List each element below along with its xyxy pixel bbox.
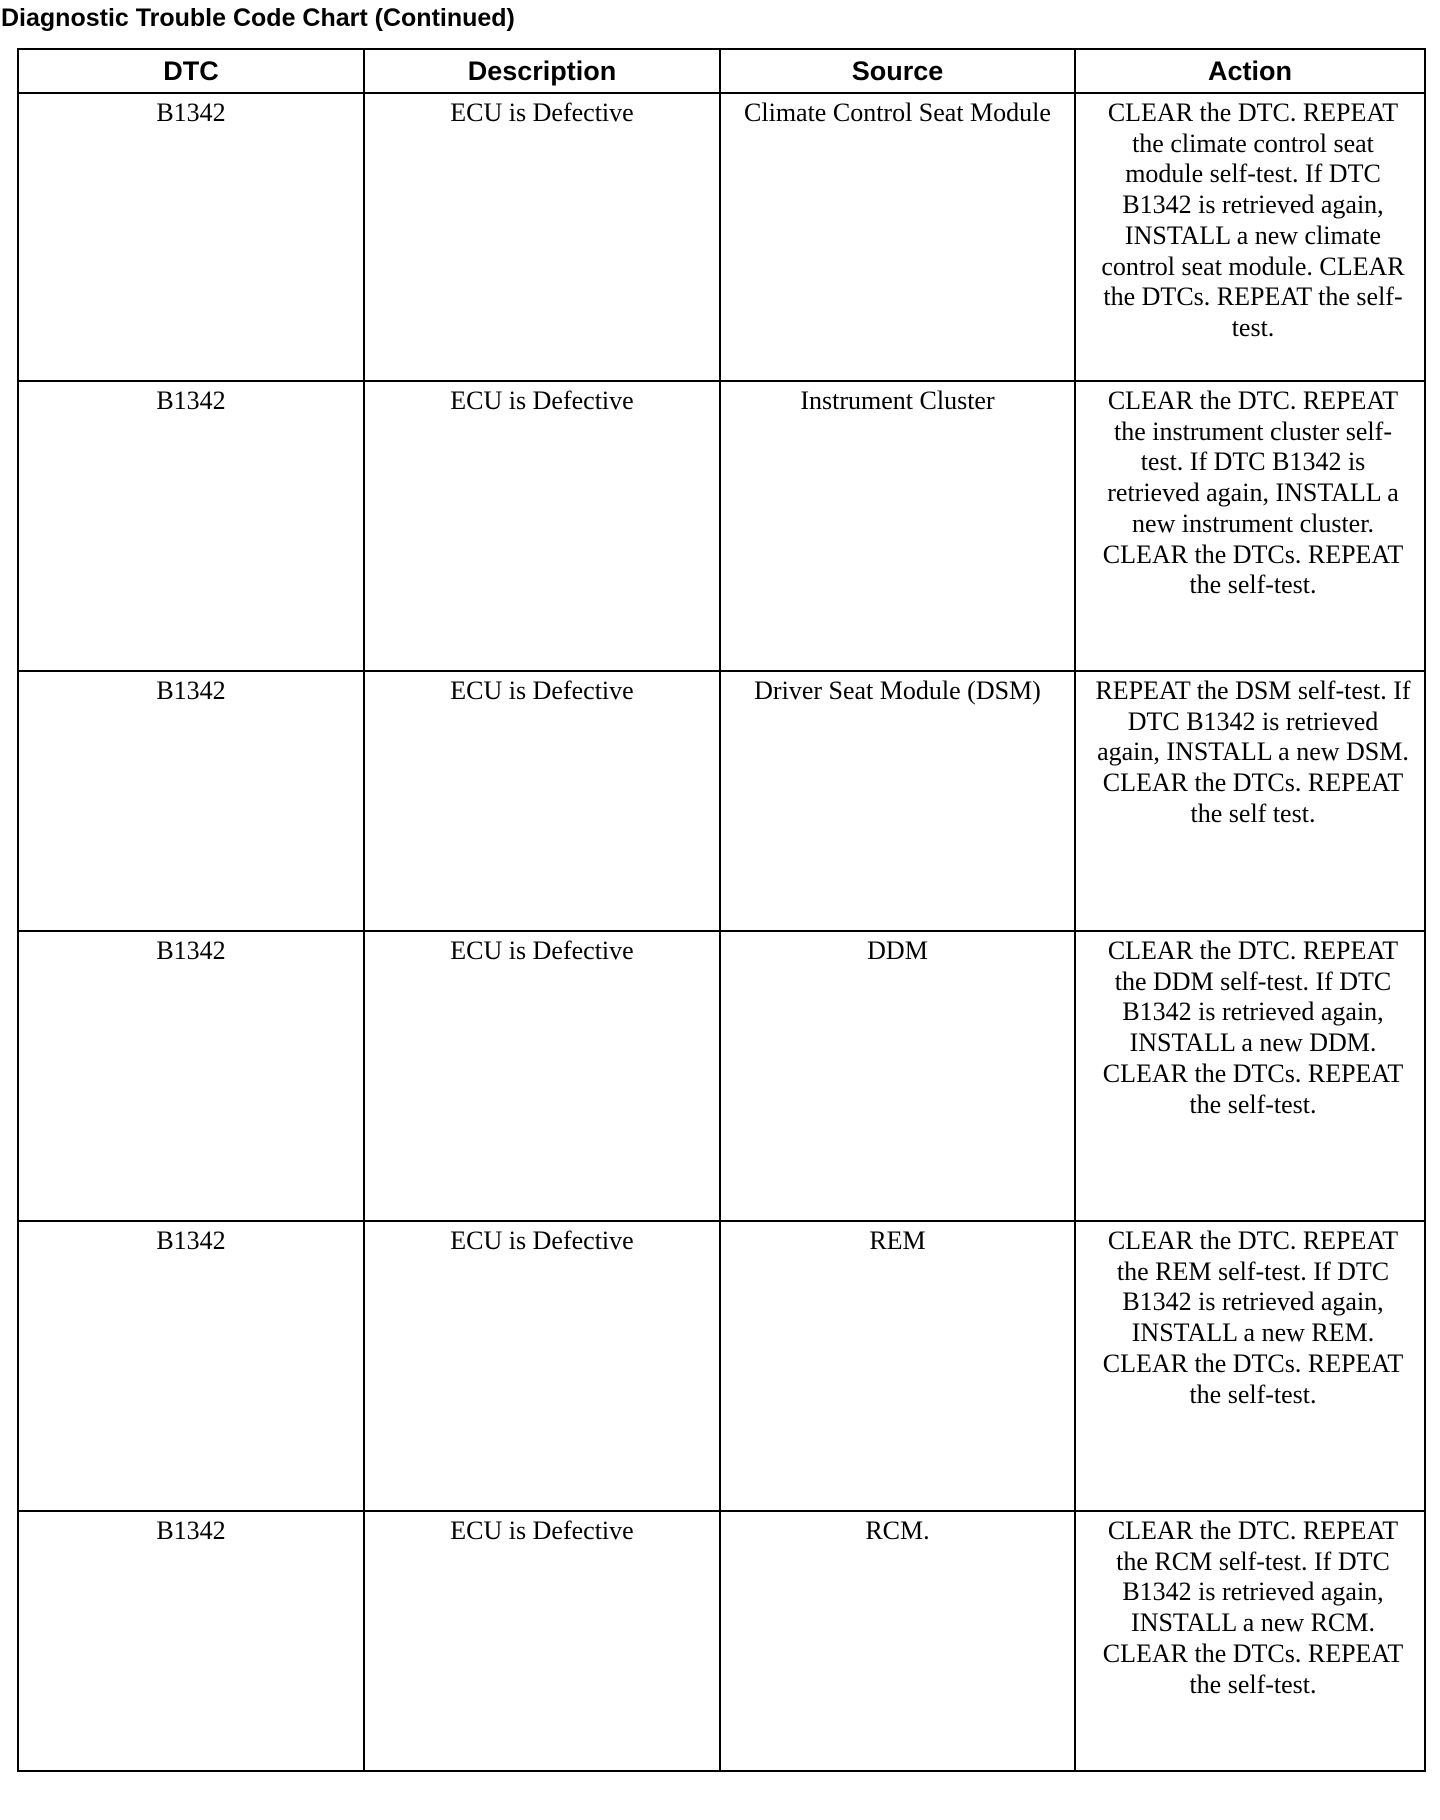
cell-description — [364, 1221, 720, 1511]
cell-source — [720, 931, 1075, 1221]
cell-dtc — [18, 93, 364, 381]
dtc-action: CLEAR the DTC. REPEAT the instrument cluster self-test. If DTC B1342 is retrieved again, INSTALL a new instrument cluster. CLEAR the DTCs. REPEAT the self-test. — [1102, 386, 1404, 600]
dtc-action: CLEAR the DTC. REPEAT the RCM self-test. If DTC B1342 is retrieved again, INSTALL a new RCM. CLEAR the DTCs. REPEAT the self-test. — [1102, 1516, 1404, 1699]
cell-source — [720, 1221, 1075, 1511]
cell-dtc — [18, 1221, 364, 1511]
dtc-source: Driver Seat Module (DSM) — [754, 676, 1041, 705]
table-header — [18, 49, 1425, 93]
dtc-description: ECU is Defective — [450, 676, 634, 705]
dtc-action: CLEAR the DTC. REPEAT the REM self-test. If DTC B1342 is retrieved again, INSTALL a new REM. CLEAR the DTCs. REPEAT the self-test. — [1102, 1226, 1404, 1409]
table-row — [18, 1511, 1425, 1771]
dtc-description: ECU is Defective — [450, 98, 634, 127]
dtc-code: B1342 — [156, 386, 226, 415]
cell-description — [364, 93, 720, 381]
table-row — [18, 93, 1425, 381]
cell-source — [720, 671, 1075, 931]
table-row — [18, 1221, 1425, 1511]
dtc-description: ECU is Defective — [450, 1516, 634, 1545]
table-row — [18, 381, 1425, 671]
cell-description — [364, 1511, 720, 1771]
cell-source — [720, 381, 1075, 671]
header-dtc: DTC — [18, 49, 364, 93]
dtc-source: DDM — [867, 936, 928, 965]
dtc-code: B1342 — [156, 1516, 226, 1545]
dtc-action: CLEAR the DTC. REPEAT the DDM self-test. If DTC B1342 is retrieved again, INSTALL a new DDM. CLEAR the DTCs. REPEAT the self-test. — [1102, 936, 1404, 1119]
table-body — [18, 93, 1425, 1771]
dtc-description: ECU is Defective — [450, 386, 634, 415]
header-action: Action — [1075, 49, 1425, 93]
dtc-source: Instrument Cluster — [800, 386, 995, 415]
header-description: Description — [364, 49, 720, 93]
table-row — [18, 671, 1425, 931]
header-row — [18, 49, 1425, 93]
cell-action — [1075, 931, 1425, 1221]
cell-action — [1075, 1511, 1425, 1771]
dtc-source: Climate Control Seat Module — [744, 98, 1051, 127]
header-source: Source — [720, 49, 1075, 93]
cell-dtc — [18, 931, 364, 1221]
cell-dtc — [18, 671, 364, 931]
dtc-table — [17, 48, 1426, 1772]
dtc-code: B1342 — [156, 1226, 226, 1255]
dtc-code: B1342 — [156, 98, 226, 127]
cell-description — [364, 671, 720, 931]
dtc-action: CLEAR the DTC. REPEAT the climate control seat module self-test. If DTC B1342 is retrieved again, INSTALL a new climate control seat module. CLEAR the DTCs. REPEAT the self-test. — [1101, 98, 1405, 342]
dtc-description: ECU is Defective — [450, 1226, 634, 1255]
cell-action — [1075, 381, 1425, 671]
document-title: Diagnostic Trouble Code Chart (Continued) — [1, 4, 515, 32]
dtc-code: B1342 — [156, 676, 226, 705]
cell-action — [1075, 1221, 1425, 1511]
dtc-description: ECU is Defective — [450, 936, 634, 965]
cell-description — [364, 931, 720, 1221]
dtc-code: B1342 — [156, 936, 226, 965]
cell-description — [364, 381, 720, 671]
dtc-source: RCM. — [865, 1516, 930, 1545]
cell-source — [720, 1511, 1075, 1771]
table-row — [18, 931, 1425, 1221]
cell-action — [1075, 671, 1425, 931]
cell-dtc — [18, 381, 364, 671]
cell-dtc — [18, 1511, 364, 1771]
dtc-action: REPEAT the DSM self-test. If DTC B1342 is retrieved again, INSTALL a new DSM. CLEAR the DTCs. REPEAT the self test. — [1095, 676, 1411, 828]
dtc-source: REM — [869, 1226, 926, 1255]
cell-action — [1075, 93, 1425, 381]
cell-source — [720, 93, 1075, 381]
